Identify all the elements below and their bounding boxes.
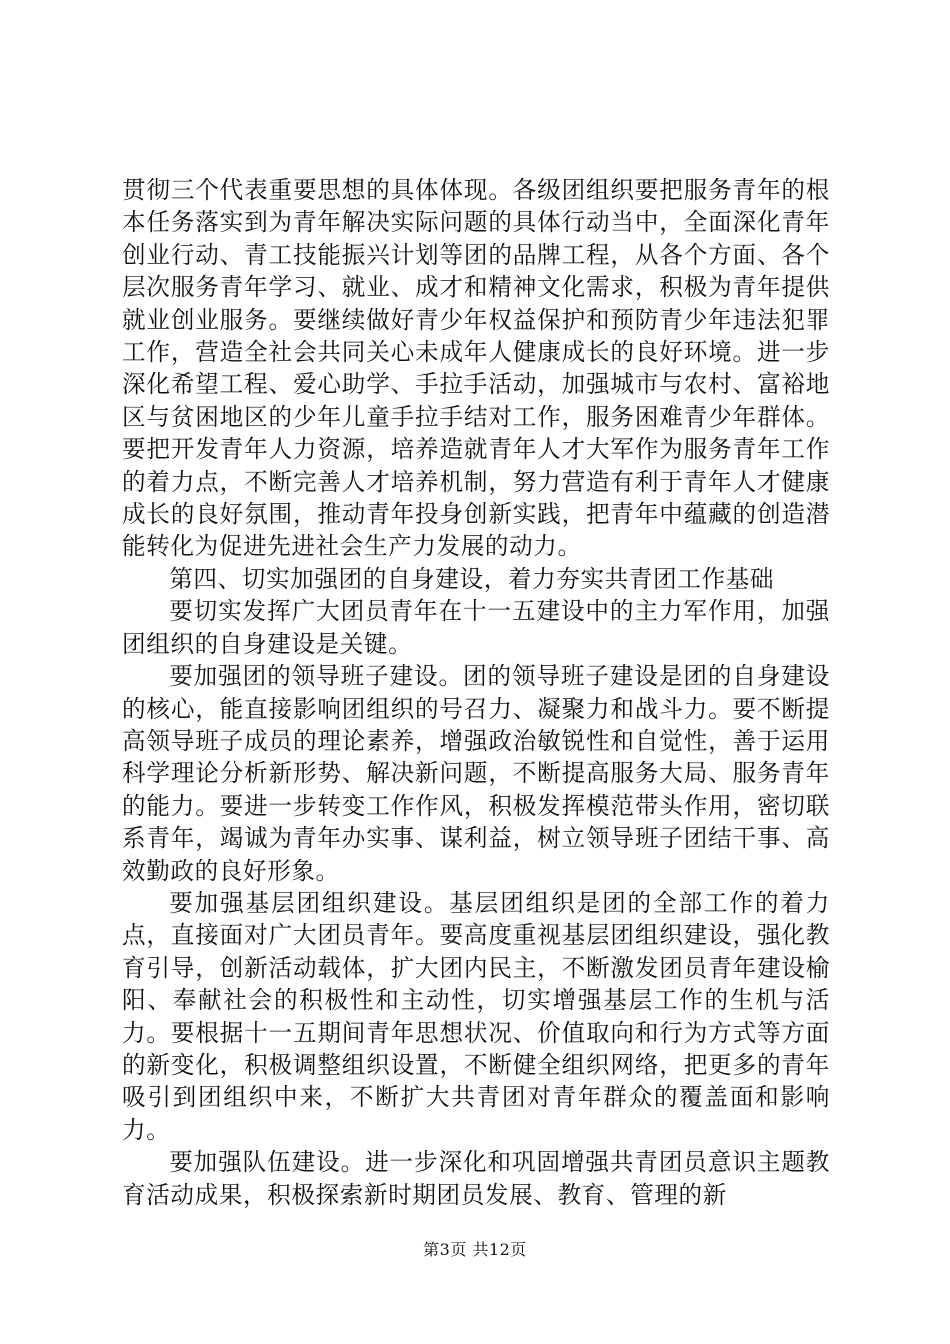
paragraph: 要加强基层团组织建设。基层团组织是团的全部工作的着力点，直接面对广大团员青年。要高度重视基层团组织建设，强化教育引导，创新活动载体，扩大团内民主，不断激发团员青年建设榆阳、奉献社会的积极性和主动性，切实增强基层工作的生机与活力。要根据十一五期间青年思想状况、价值取向和行为方式等方面的新变化，积极调整组织设置，不断健全组织网络，把更多的青年吸引到团组织中来，不断扩大共青团对青年群众的覆盖面和影响力。 xyxy=(122,888,830,1144)
page-number-footer: 第3页 共12页 xyxy=(423,1240,527,1259)
paragraph: 要切实发挥广大团员青年在十一五建设中的主力军作用，加强团组织的自身建设是关键。 xyxy=(122,597,830,658)
paragraph: 要加强队伍建设。进一步深化和巩固增强共青团员意识主题教育活动成果，积极探索新时期团员发展、教育、管理的新 xyxy=(122,1148,830,1209)
section-heading: 第四、切实加强团的自身建设，着力夯实共青团工作基础 xyxy=(169,564,775,593)
paragraph: 要加强团的领导班子建设。团的领导班子建设是团的自身建设的核心，能直接影响团组织的号召力、凝聚力和战斗力。要不断提高领导班子成员的理论素养，增强政治敏锐性和自觉性，善于运用科学理论分析新形势、解决新问题，不断提高服务大局、服务青年的能力。要进一步转变工作作风，积极发挥模范带头作用，密切联系青年，竭诚为青年办实事、谋利益，树立领导班子团结干事、高效勤政的良好形象。 xyxy=(122,662,830,885)
paragraph-continuation: 贯彻三个代表重要思想的具体体现。各级团组织要把服务青年的根本任务落实到为青年解决实际问题的具体行动当中，全面深化青年创业行动、青工技能振兴计划等团的品牌工程，从各个方面、各个层次服务青年学习、就业、成才和精神文化需求，积极为青年提供就业创业服务。要继续做好青少年权益保护和预防青少年违法犯罪工作，营造全社会共同关心未成年人健康成长的良好环境。进一步深化希望工程、爱心助学、手拉手活动，加强城市与农村、富裕地区与贫困地区的少年儿童手拉手结对工作，服务困难青少年群体。要把开发青年人力资源，培养造就青年人才大军作为服务青年工作的着力点，不断完善人才培养机制，努力营造有利于青年人才健康成长的良好氛围，推动青年投身创新实践，把青年中蕴藏的创造潜能转化为促进先进社会生产力发展的动力。 xyxy=(122,176,830,561)
document-body xyxy=(122,174,830,1211)
